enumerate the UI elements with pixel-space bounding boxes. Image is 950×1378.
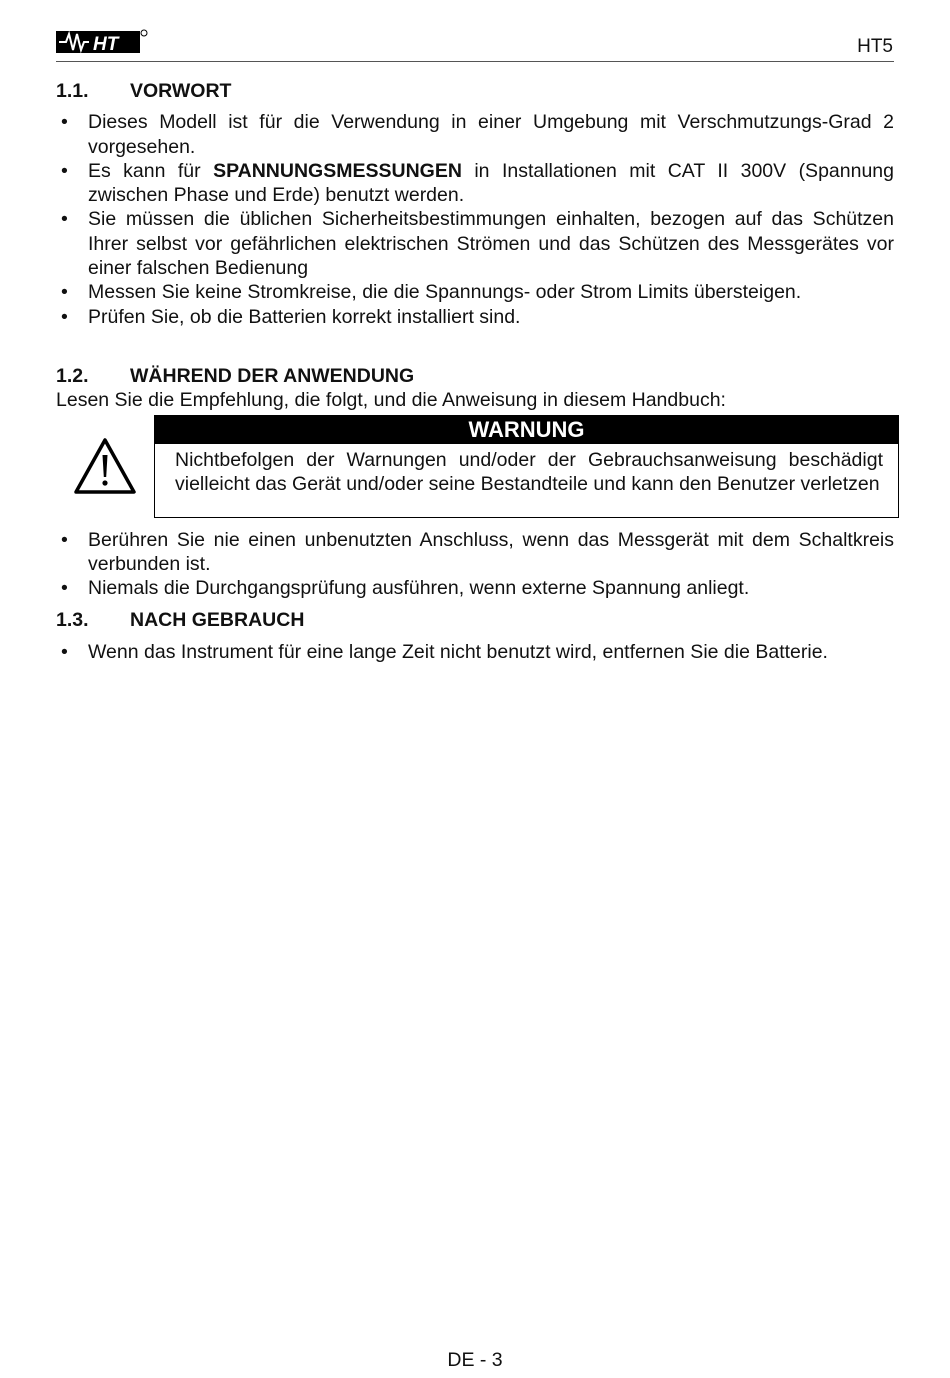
bullet-icon: • xyxy=(61,281,68,304)
page-number: DE - 3 xyxy=(447,1349,503,1371)
section-heading-2 xyxy=(56,364,894,388)
list-item: • Wenn das Instrument für eine lange Zeit nicht benutzt wird, entfernen Sie die Batterie. xyxy=(61,640,828,663)
section-number: 1.3. xyxy=(56,609,89,632)
warning-box xyxy=(56,415,894,518)
bullet-icon: • xyxy=(61,208,68,231)
bullet-list-1 xyxy=(56,110,894,329)
list-item: • Sie müssen die üblichen Sicherheitsbestimmungen einhalten, bezogen auf das Schützen Ihrer selbst vor gefährlichen elektrischen Strömen und das Schützen des Messgerätes vor einer falschen Bedienung xyxy=(61,208,894,280)
page-content xyxy=(56,79,894,664)
section-number: 1.1. xyxy=(56,80,89,102)
section-title: VORWORT xyxy=(130,80,232,102)
bullet-list-2 xyxy=(56,528,894,601)
bullet-icon: • xyxy=(61,111,68,134)
section-intro: Lesen Sie die Empfehlung, die folgt, und die Anweisung in diesem Handbuch: xyxy=(56,389,726,412)
warning-text: Nichtbefolgen der Warnungen und/oder der Gebrauchsanweisung beschädigt vielleicht das Gerät und/oder seine Bestandteile und kann den Benutzer verletzen xyxy=(154,444,899,518)
header-rule xyxy=(56,61,894,62)
list-item: • Es kann für SPANNUNGSMESSUNGEN in Installationen mit CAT II 300V (Spannung zwischen Phase und Erde) benutzt werden. xyxy=(61,159,894,207)
list-item: • Dieses Modell ist für die Verwendung in einer Umgebung mit Verschmutzungs-Grad 2 vorgesehen. xyxy=(61,111,894,158)
section-title: WÄHREND DER ANWENDUNG xyxy=(130,364,415,387)
list-item: • Prüfen Sie, ob die Batterien korrekt installiert sind. xyxy=(61,305,521,328)
bullet-icon: • xyxy=(61,640,68,663)
bullet-icon: • xyxy=(61,159,68,182)
emphasis: SPANNUNGSMESSUNGEN xyxy=(213,159,462,182)
warning-title: WARNUNG xyxy=(154,415,899,444)
list-item: • Berühren Sie nie einen unbenutzten Anschluss, wenn das Messgerät mit dem Schaltkreis verbunden ist. xyxy=(61,528,894,575)
bullet-list-3 xyxy=(56,640,894,664)
warning-body xyxy=(154,415,899,518)
warning-icon xyxy=(56,415,154,518)
bullet-icon: • xyxy=(61,577,68,600)
section-title: NACH GEBRAUCH xyxy=(130,609,305,632)
bullet-icon: • xyxy=(61,528,68,551)
logo-text: HT xyxy=(93,34,119,55)
model-name: HT5 xyxy=(857,36,893,57)
list-item: • Messen Sie keine Stromkreise, die die Spannungs- oder Strom Limits übersteigen. xyxy=(61,281,802,304)
bullet-icon: • xyxy=(61,305,68,328)
section-number: 1.2. xyxy=(56,364,89,387)
section-heading-1 xyxy=(56,79,894,103)
ht-logo xyxy=(56,27,148,57)
section-heading-3 xyxy=(56,608,894,632)
list-item: • Niemals die Durchgangsprüfung ausführen, wenn externe Spannung anliegt. xyxy=(61,577,750,600)
